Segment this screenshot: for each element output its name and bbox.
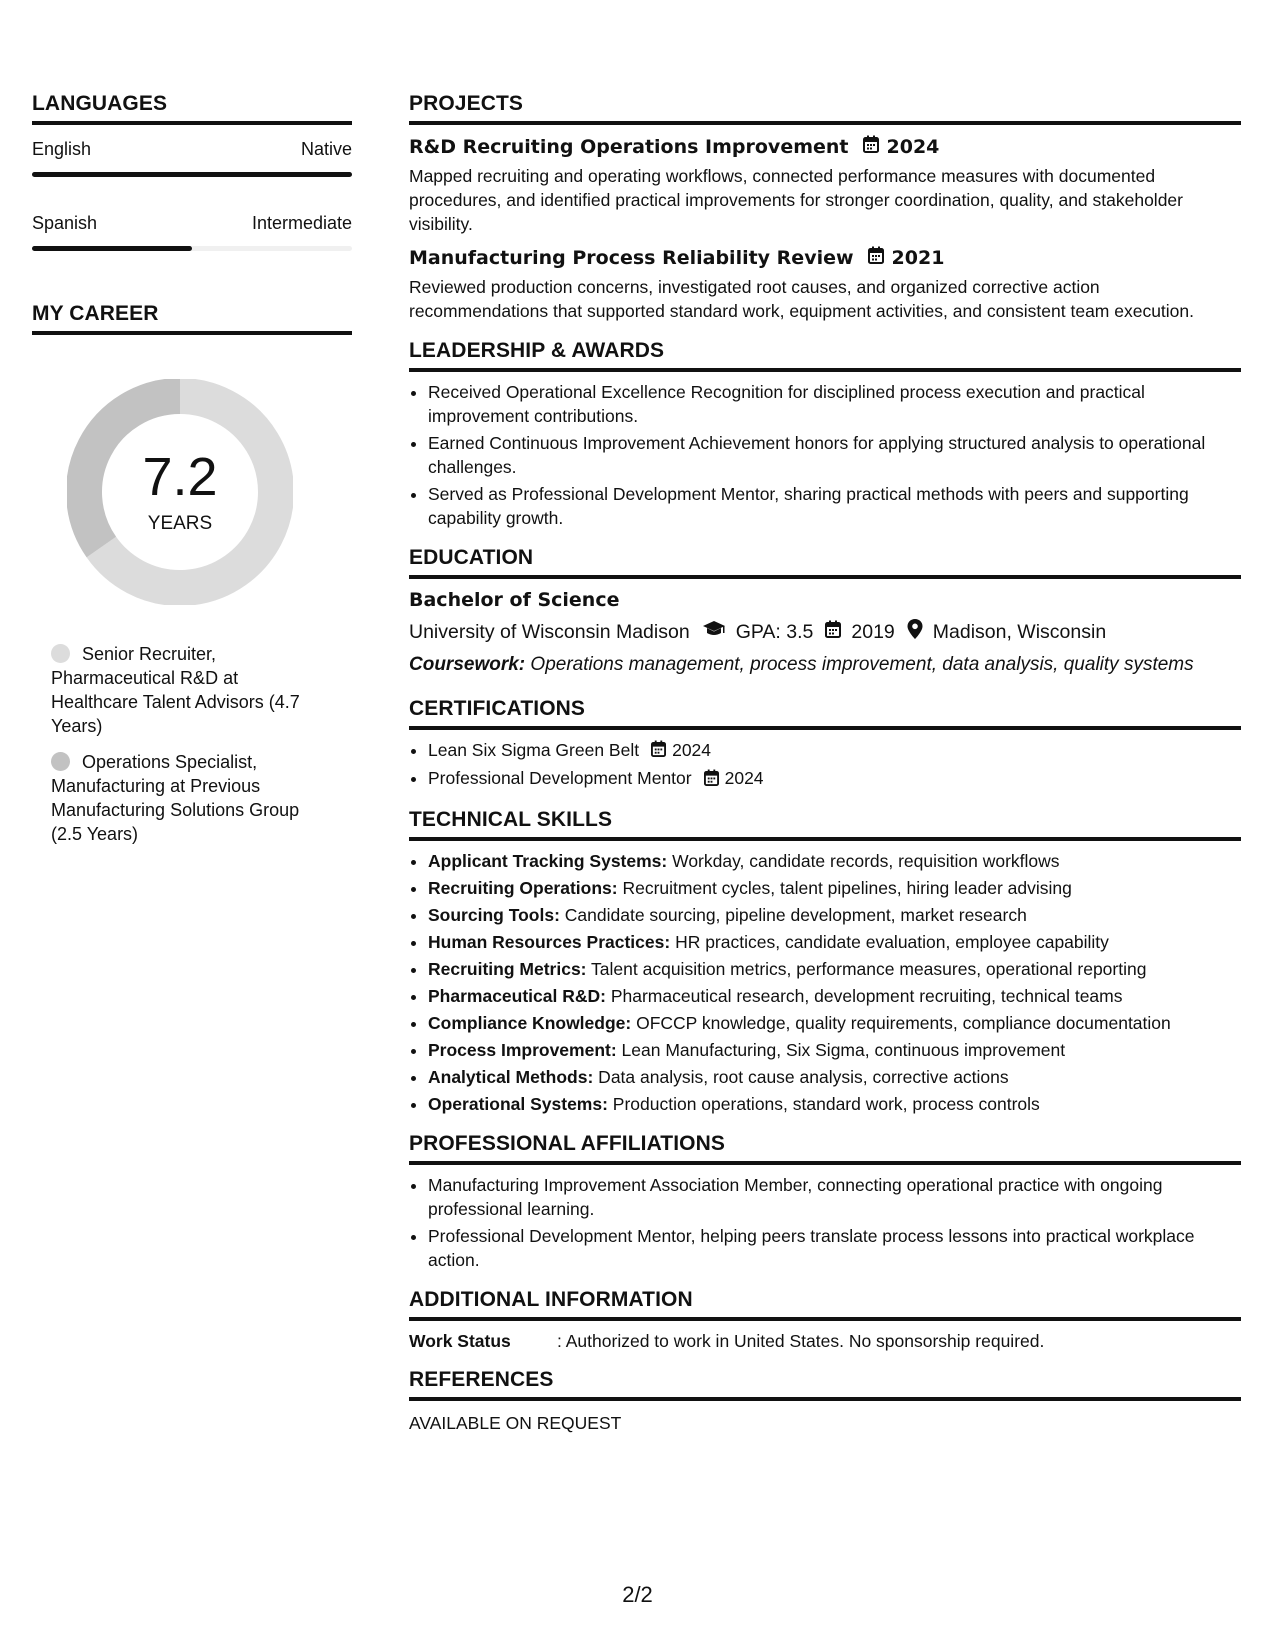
affiliations-heading: PROFESSIONAL AFFILIATIONS bbox=[409, 1132, 1241, 1165]
leadership-section bbox=[409, 339, 1241, 530]
additional-info-heading: ADDITIONAL INFORMATION bbox=[409, 1288, 1241, 1321]
skills-section bbox=[409, 808, 1241, 1116]
skill-value: HR practices, candidate evaluation, employee capability bbox=[670, 931, 1109, 952]
list-item: • Professional Development Mentor, helping peers translate process lessons into practical workplace action. bbox=[428, 1224, 1241, 1272]
certification-name: Lean Six Sigma Green Belt bbox=[428, 740, 640, 760]
language-proficiency-fill bbox=[32, 246, 192, 251]
legend-label: Operations Specialist, Manufacturing at Previous Manufacturing Solutions Group (2.5 Years) bbox=[51, 752, 300, 844]
project-name: Manufacturing Process Reliability Review bbox=[409, 246, 854, 269]
languages-section bbox=[32, 92, 352, 251]
skill-value: Talent acquisition metrics, performance measures, operational reporting bbox=[586, 958, 1147, 979]
calendar-icon bbox=[825, 620, 841, 644]
project-item bbox=[409, 135, 1241, 236]
career-section bbox=[32, 302, 352, 846]
project-name: R&D Recruiting Operations Improvement bbox=[409, 135, 849, 158]
calendar-icon bbox=[651, 739, 666, 763]
education-heading: EDUCATION bbox=[409, 546, 1241, 579]
project-item bbox=[409, 246, 1241, 323]
coursework-text: Operations management, process improvement, data analysis, quality systems bbox=[525, 654, 1194, 675]
language-item bbox=[32, 213, 352, 251]
language-level: Intermediate bbox=[251, 213, 352, 233]
skill-label: Process Improvement: bbox=[428, 1039, 617, 1060]
calendar-icon bbox=[868, 246, 884, 269]
leadership-heading: LEADERSHIP & AWARDS bbox=[409, 339, 1241, 372]
skill-value: Production operations, standard work, process controls bbox=[607, 1093, 1040, 1114]
languages-heading: LANGUAGES bbox=[32, 92, 352, 125]
right-column bbox=[409, 92, 1241, 1434]
skill-item bbox=[428, 1011, 1241, 1035]
skill-value: Data analysis, root cause analysis, corrective actions bbox=[593, 1066, 1009, 1087]
certifications-section bbox=[409, 697, 1241, 792]
education-location: Madison, Wisconsin bbox=[932, 620, 1107, 643]
skill-label: Applicant Tracking Systems: bbox=[428, 850, 668, 871]
legend-dot bbox=[51, 644, 70, 663]
skill-value: Recruitment cycles, talent pipelines, hiring leader advising bbox=[617, 877, 1072, 898]
skill-value: Pharmaceutical research, development recruiting, technical teams bbox=[605, 985, 1123, 1006]
skill-value: OFCCP knowledge, quality requirements, compliance documentation bbox=[631, 1012, 1171, 1033]
certification-name: Professional Development Mentor bbox=[428, 768, 692, 789]
language-proficiency-bar bbox=[32, 172, 352, 177]
education-details bbox=[409, 619, 1241, 645]
career-total-unit: YEARS bbox=[147, 513, 213, 534]
references-section bbox=[409, 1368, 1241, 1434]
work-status-key: Work Status bbox=[409, 1330, 511, 1351]
skill-label: Pharmaceutical R&D: bbox=[428, 985, 606, 1006]
education-degree: Bachelor of Science bbox=[409, 589, 620, 611]
work-status-value: : Authorized to work in United States. No sponsorship required. bbox=[557, 1330, 1045, 1351]
language-proficiency-fill bbox=[32, 172, 352, 177]
skill-label: Analytical Methods: bbox=[428, 1066, 594, 1087]
references-heading: REFERENCES bbox=[409, 1368, 1241, 1401]
language-name: Spanish bbox=[32, 213, 98, 233]
career-total-value: 7.2 bbox=[142, 447, 218, 507]
graduation-cap-icon bbox=[702, 620, 726, 644]
career-legend bbox=[32, 642, 321, 846]
certification-year: 2024 bbox=[724, 768, 764, 789]
skill-item bbox=[428, 849, 1241, 873]
list-item: • Served as Professional Development Mentor, sharing practical methods with peers and supporting capability growth. bbox=[428, 482, 1241, 530]
career-legend-item bbox=[51, 750, 321, 846]
skill-item bbox=[428, 930, 1241, 954]
list-item: • Manufacturing Improvement Association Member, connecting operational practice with ongoing professional learning. bbox=[428, 1173, 1241, 1221]
skill-value: Workday, candidate records, requisition workflows bbox=[667, 850, 1060, 871]
skill-label: Sourcing Tools: bbox=[428, 904, 560, 925]
skill-label: Human Resources Practices: bbox=[428, 931, 671, 952]
legend-dot bbox=[51, 752, 70, 771]
skill-item bbox=[428, 903, 1241, 927]
list-item bbox=[428, 766, 1241, 791]
projects-section bbox=[409, 92, 1241, 323]
skill-item bbox=[428, 876, 1241, 900]
work-status-row bbox=[409, 1331, 1241, 1352]
language-level: Native bbox=[300, 139, 352, 159]
legend-label: Senior Recruiter, Pharmaceutical R&D at Healthcare Talent Advisors (4.7 Years) bbox=[51, 644, 300, 736]
skill-label: Operational Systems: bbox=[428, 1093, 608, 1114]
language-proficiency-bar bbox=[32, 246, 352, 251]
career-donut-chart bbox=[67, 379, 293, 605]
skill-value: Candidate sourcing, pipeline development, market research bbox=[559, 904, 1027, 925]
skill-label: Recruiting Operations: bbox=[428, 877, 618, 898]
project-year: 2024 bbox=[886, 135, 940, 158]
map-pin-icon bbox=[907, 619, 923, 645]
additional-info-section bbox=[409, 1288, 1241, 1352]
project-description: Mapped recruiting and operating workflows, connected performance measures with documented procedures, and identified practical improvements for stronger coordination, quality, and stakeholder visibility. bbox=[409, 166, 1183, 234]
page-number: 2/2 bbox=[622, 1582, 653, 1607]
education-section bbox=[409, 546, 1241, 677]
language-name: English bbox=[32, 139, 92, 159]
references-text: AVAILABLE ON REQUEST bbox=[409, 1412, 622, 1433]
skill-item bbox=[428, 1092, 1241, 1116]
education-coursework bbox=[409, 653, 1241, 677]
education-gpa: GPA: 3.5 bbox=[735, 620, 814, 643]
project-year: 2021 bbox=[891, 246, 945, 269]
skill-item bbox=[428, 984, 1241, 1008]
list-item bbox=[428, 738, 1241, 763]
skill-item bbox=[428, 1065, 1241, 1089]
career-heading: MY CAREER bbox=[32, 302, 352, 335]
affiliations-section bbox=[409, 1132, 1241, 1272]
left-column bbox=[32, 92, 352, 858]
projects-heading: PROJECTS bbox=[409, 92, 1241, 125]
skill-item bbox=[428, 957, 1241, 981]
skill-value: Lean Manufacturing, Six Sigma, continuous improvement bbox=[616, 1039, 1066, 1060]
skill-label: Compliance Knowledge: bbox=[428, 1012, 632, 1033]
calendar-icon bbox=[863, 135, 879, 158]
skill-label: Recruiting Metrics: bbox=[428, 958, 587, 979]
skills-heading: TECHNICAL SKILLS bbox=[409, 808, 1241, 841]
list-item: • Received Operational Excellence Recognition for disciplined process execution and practical improvement contributions. bbox=[428, 380, 1241, 428]
list-item: • Earned Continuous Improvement Achievement honors for applying structured analysis to operational challenges. bbox=[428, 431, 1241, 479]
language-item bbox=[32, 139, 352, 177]
calendar-icon bbox=[704, 768, 719, 792]
project-description: Reviewed production concerns, investigated root causes, and organized corrective action recommendations that supported standard work, equipment activities, and consistent team execution. bbox=[409, 277, 1195, 321]
education-school: University of Wisconsin Madison bbox=[409, 620, 690, 643]
certifications-heading: CERTIFICATIONS bbox=[409, 697, 1241, 730]
career-legend-item bbox=[51, 642, 321, 738]
certification-year: 2024 bbox=[672, 740, 712, 760]
coursework-label: Coursework: bbox=[409, 654, 526, 675]
skill-item bbox=[428, 1038, 1241, 1062]
education-year: 2019 bbox=[851, 620, 895, 643]
